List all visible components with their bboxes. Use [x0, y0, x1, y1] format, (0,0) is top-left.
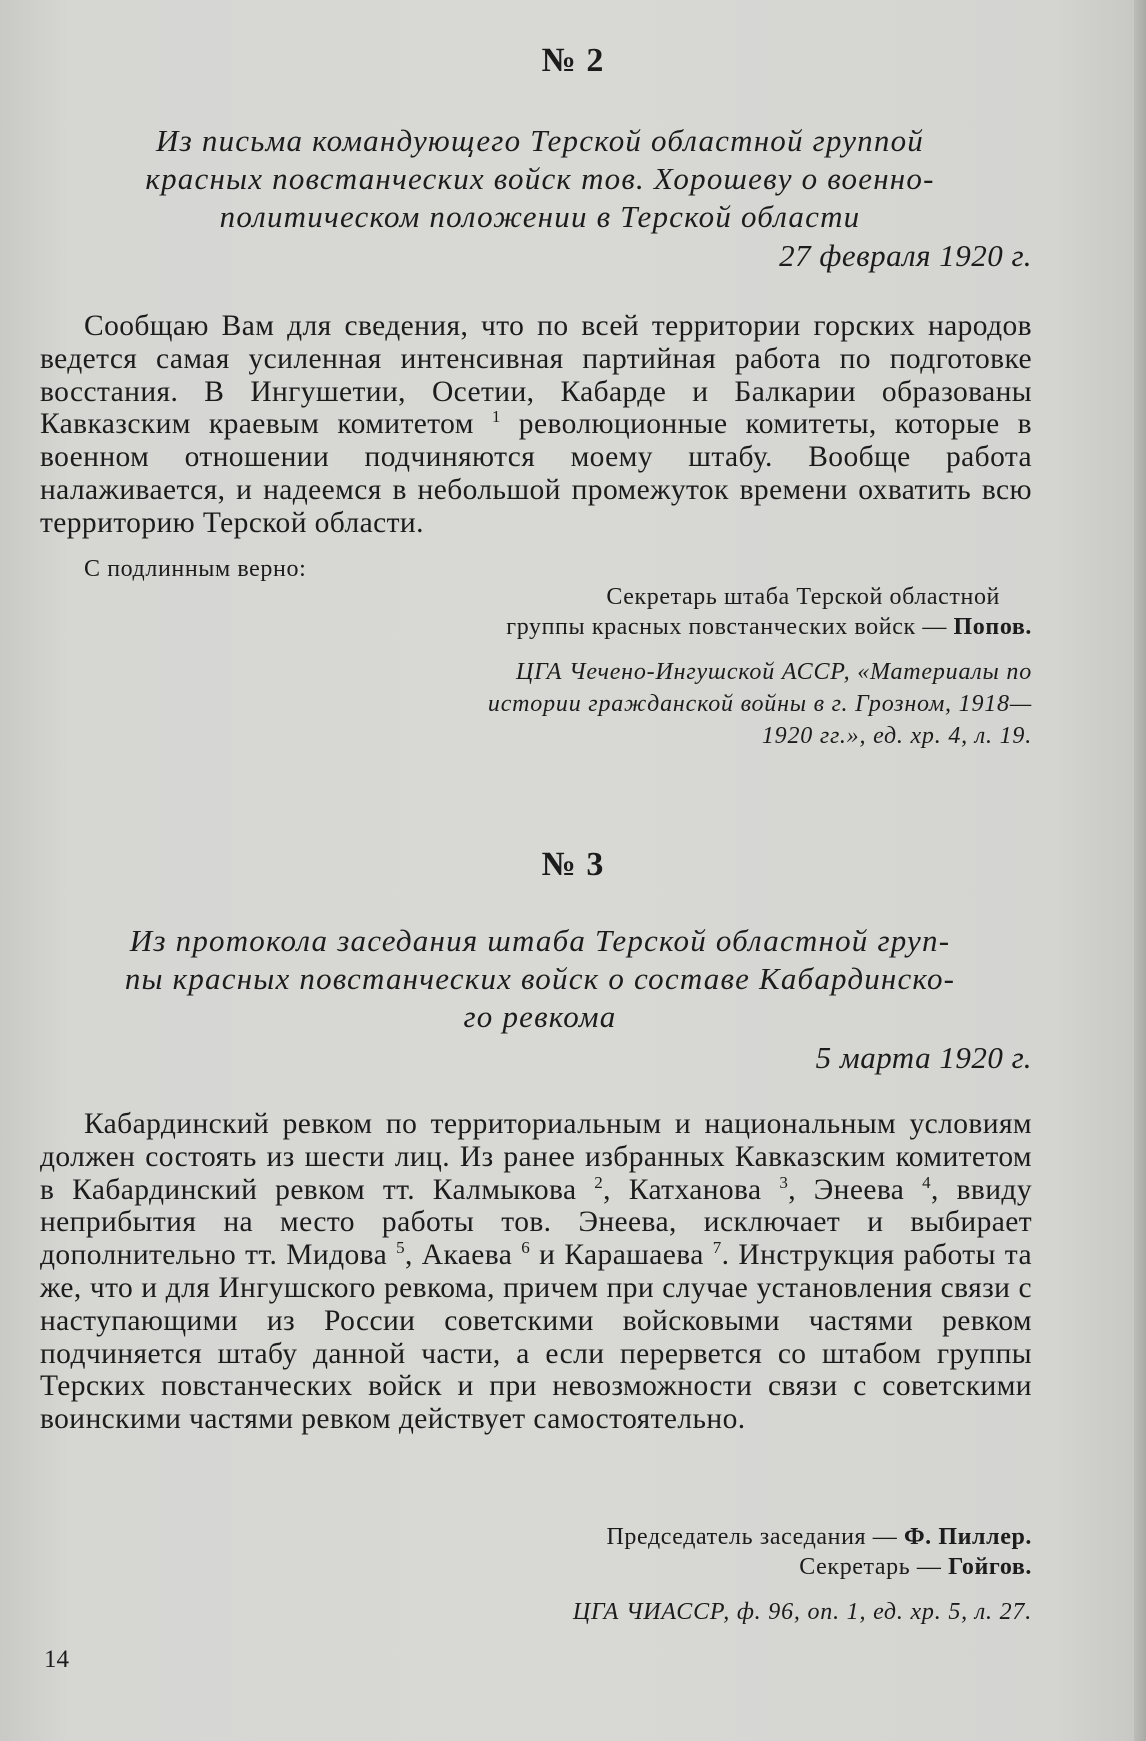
- footnote-ref: 2: [594, 1172, 604, 1192]
- document-2-body: [40, 310, 1032, 540]
- body-text: Кабардинский ревком по территориальным и национальным условиям должен состоять из шести лиц. Из ранее избранных Кавказским комитетом в Кабардинский ревком тт. Калмыкова: [40, 1108, 1032, 1206]
- document-number-3: № 3: [541, 846, 605, 883]
- document-3-body: [40, 1108, 1032, 1436]
- body-text: , Акаева: [405, 1239, 513, 1272]
- body-text: революционные комитеты, которые в военном отношении подчиняются моему штабу. Вообще работа налаживается, и надеемся в небольшой промежуток времени охватить всю территорию Терской области.: [40, 408, 1032, 539]
- document-number-2: № 2: [541, 42, 605, 79]
- page-number: 14: [44, 1646, 69, 1673]
- footnote-ref: 7: [712, 1238, 722, 1258]
- certify-note: С подлинным верно:: [84, 556, 307, 582]
- document-3-heading: [90, 922, 990, 1036]
- signature-name: Попов.: [953, 614, 1032, 640]
- document-2-heading: [90, 122, 990, 236]
- chair-signature: [606, 1524, 1032, 1551]
- chair-name: Ф. Пиллер.: [903, 1524, 1032, 1550]
- heading-line: красных повстанческих войск тов. Хорошеву о военно-: [145, 161, 935, 196]
- secretary-title: Секретарь —: [799, 1554, 949, 1580]
- signature-line-1: Секретарь штаба Терской областной: [606, 584, 1000, 610]
- archive-line: 1920 гг.», ед. хр. 4, л. 19.: [761, 723, 1032, 749]
- archive-line: ЦГА Чечено-Ингушской АССР, «Материалы по: [515, 659, 1032, 685]
- signature-title: группы красных повстанческих войск —: [506, 614, 954, 640]
- heading-line: Из письма командующего Терской областной группой: [156, 123, 924, 158]
- body-text: . Инструкция работы та же, что и для Ингушского ревкома, причем при случае установления связи с наступающими из России советскими войсковыми частями ревком подчиняется штабу данной части, а если перервется со штабом группы Терских повстанческих войск и при невозможности связи с советскими воинскими частями ревком действует самостоятельно.: [40, 1239, 1032, 1436]
- signature-line-2: [506, 614, 1032, 641]
- archive-line: истории гражданской войны в г. Грозном, 1918—: [487, 691, 1032, 717]
- chair-title: Председатель заседания —: [606, 1524, 904, 1550]
- heading-line: политическом положении в Терской области: [219, 199, 861, 234]
- body-text: и Карашаева: [530, 1239, 704, 1272]
- secretary-signature: [799, 1554, 1032, 1581]
- document-3-archive-reference: ЦГА ЧИАССР, ф. 96, оп. 1, ед. хр. 5, л. 27.: [572, 1599, 1032, 1625]
- body-text: , ввиду неприбытия на место работы тов. Энеева, исключает и выбирает дополнительно тт. Мидова: [40, 1173, 1032, 1272]
- heading-line: Из протокола заседания штаба Терской областной груп-: [129, 923, 951, 958]
- footnote-ref: 5: [396, 1238, 406, 1258]
- footnote-ref: 3: [779, 1172, 789, 1192]
- footnote-ref: 1: [491, 407, 501, 427]
- footnote-ref: 6: [521, 1238, 531, 1258]
- body-text: Сообщаю Вам для сведения, что по всей территории горских народов ведется самая усиленная интенсивная партийная работа по подготовке восстания. В Ингушетии, Осетии, Кабарде и Балкарии образованы Кавказским краевым комитетом: [40, 310, 1032, 441]
- body-text: , Катханова: [603, 1173, 762, 1206]
- footnote-ref: 4: [922, 1172, 931, 1192]
- secretary-name: Гойгов.: [948, 1554, 1032, 1580]
- document-2-archive-reference: [488, 656, 1032, 752]
- heading-line: пы красных повстанческих войск о составе Кабардинско-: [124, 961, 956, 996]
- body-text: , Энеева: [788, 1173, 905, 1206]
- heading-line: го ревкома: [463, 999, 617, 1034]
- document-2-date: 27 февраля 1920 г.: [779, 238, 1032, 273]
- document-3-date: 5 марта 1920 г.: [815, 1040, 1032, 1075]
